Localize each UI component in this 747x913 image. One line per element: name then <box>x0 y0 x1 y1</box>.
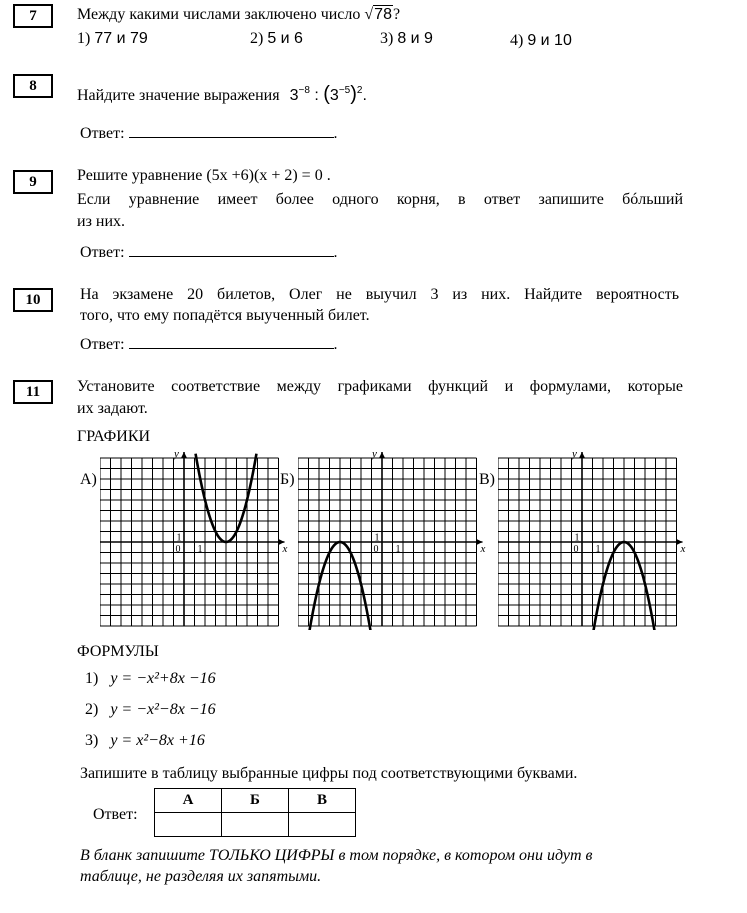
q7-sqrt: √78 <box>364 6 392 23</box>
q11-answer-label: Ответ: <box>93 806 138 823</box>
q8-answer: Ответ: . <box>80 125 338 142</box>
y-axis-arrow <box>579 452 585 458</box>
graph-label-b: Б) <box>280 471 295 488</box>
graph-b <box>298 445 488 630</box>
y-axis-label: y <box>372 448 377 460</box>
table-header-b: Б <box>222 789 289 813</box>
question-number-9: 9 <box>13 170 53 194</box>
q7-option-1: 1) 77 и 79 <box>77 30 148 47</box>
q7-option-2: 2) 5 и 6 <box>250 30 303 47</box>
graph-label-a: А) <box>80 471 97 488</box>
formula-1: 1) y = −x²+8x −16 <box>85 670 216 687</box>
formula-2: 2) y = −x²−8x −16 <box>85 701 216 718</box>
y-axis-label: y <box>572 448 577 460</box>
y-axis-label: y <box>174 448 179 460</box>
q7-question: Между какими числами заключено число <box>77 6 361 23</box>
unit-y-label: 1 <box>574 532 580 544</box>
q9-line2: Если уравнение имеет более одного корня, в ответ запишите бóльший <box>77 191 683 208</box>
origin-label: 0 <box>373 544 379 555</box>
table-header-v: В <box>289 789 356 813</box>
answer-cell-v[interactable] <box>289 813 356 837</box>
q8-answer-line[interactable] <box>129 123 334 138</box>
answer-cell-a[interactable] <box>155 813 222 837</box>
q8-question: Найдите значение выражения <box>77 87 280 104</box>
q9-equation: (5x +6)(x + 2) = 0 . <box>206 167 331 184</box>
x-axis-label: x <box>680 543 686 555</box>
formulas-heading: ФОРМУЛЫ <box>77 643 159 660</box>
q9-answer-line[interactable] <box>129 242 334 257</box>
q11-line2: их задают. <box>77 400 148 417</box>
q8-text <box>77 84 367 106</box>
unit-y-label: 1 <box>374 532 380 544</box>
q7-option-4: 4) 9 и 10 <box>510 32 572 49</box>
graph-a <box>100 445 290 630</box>
footer-line2: таблице, не разделяя их запятыми. <box>80 868 322 885</box>
graphs-heading: ГРАФИКИ <box>77 428 151 445</box>
origin-label: 0 <box>573 544 579 555</box>
table-header-a: А <box>155 789 222 813</box>
question-number-7: 7 <box>13 4 53 28</box>
x-axis-label: x <box>480 543 486 555</box>
q10-answer-line[interactable] <box>129 334 334 349</box>
question-number-8: 8 <box>13 74 53 98</box>
unit-x-label: 1 <box>197 544 203 555</box>
q11-line1: Установите соответствие между графиками функций и формулами, которые <box>77 378 683 395</box>
q9-text: Решите уравнение (5x +6)(x + 2) = 0 . <box>77 167 331 184</box>
question-number-10: 10 <box>13 288 53 312</box>
q7-text <box>77 5 400 25</box>
unit-x-label: 1 <box>395 544 401 555</box>
x-axis-label: x <box>282 543 288 555</box>
answer-table <box>154 788 356 837</box>
footer-line1: В бланк запишите ТОЛЬКО ЦИФРЫ в том порядке, в котором они идут в <box>80 847 593 864</box>
graph-label-v: В) <box>479 471 495 488</box>
q10-line2: того, что ему попадётся выученный билет. <box>80 307 370 324</box>
q7-qmark: ? <box>392 6 401 23</box>
origin-label: 0 <box>175 544 181 555</box>
q10-answer: Ответ: . <box>80 336 338 353</box>
y-axis-arrow <box>181 452 187 458</box>
q7-option-3: 3) 8 и 9 <box>380 30 433 47</box>
answer-cell-b[interactable] <box>222 813 289 837</box>
formula-3: 3) y = x²−8x +16 <box>85 732 205 749</box>
q8-expression: $3^{-8}$ : $(3^{-5})^2$. <box>289 83 367 105</box>
unit-x-label: 1 <box>595 544 601 555</box>
q9-line3: из них. <box>77 213 126 230</box>
q10-line1: На экзамене 20 билетов, Олег не выучил 3 из них. Найдите вероятность <box>80 286 679 303</box>
q9-answer: Ответ: . <box>80 244 338 261</box>
table-instruction: Запишите в таблицу выбранные цифры под соответствующими буквами. <box>80 765 578 782</box>
graph-v <box>498 445 688 630</box>
q7-radicand: 78 <box>374 6 392 23</box>
question-number-11: 11 <box>13 380 53 404</box>
y-axis-arrow <box>379 452 385 458</box>
unit-y-label: 1 <box>176 532 182 544</box>
